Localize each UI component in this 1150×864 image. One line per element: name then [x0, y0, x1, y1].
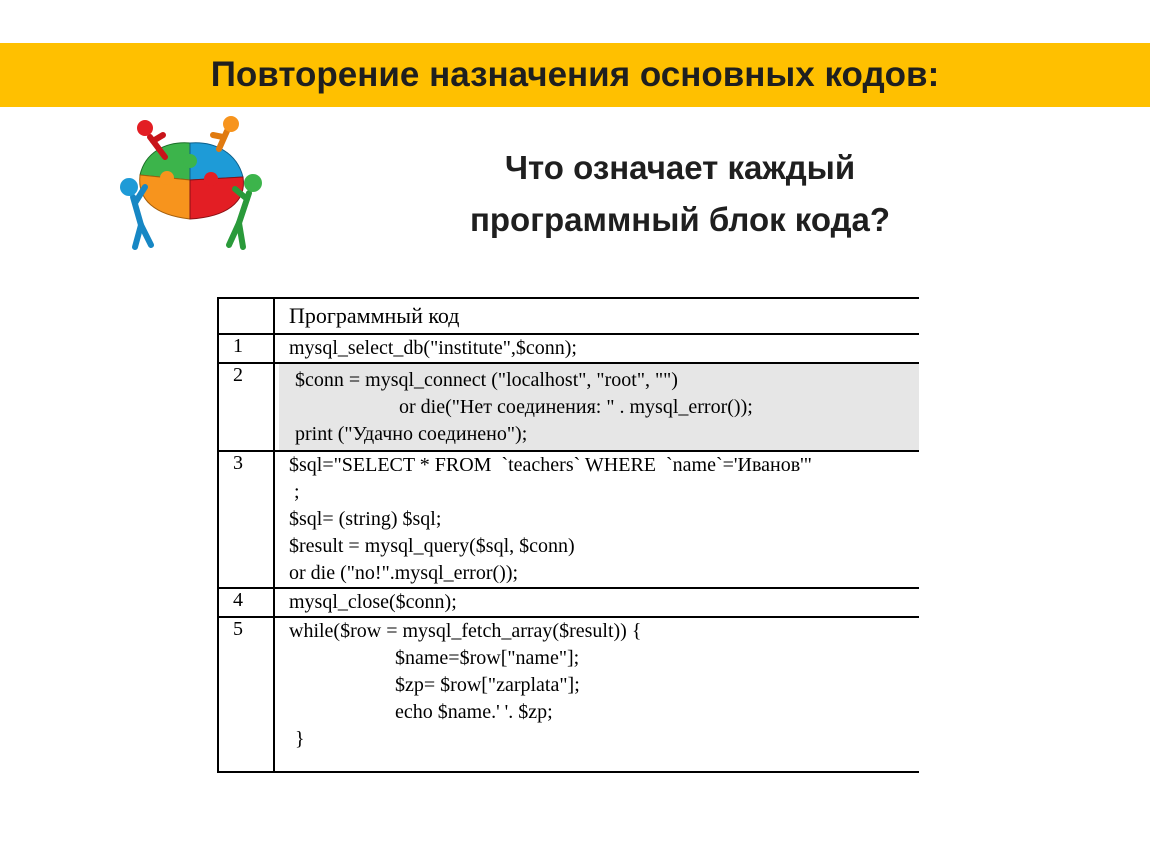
header-num-cell — [218, 298, 274, 334]
highlighted-code-block — [279, 364, 919, 450]
code-line: or die ("no!".mysql_error()); — [289, 562, 519, 584]
table-row — [218, 617, 919, 772]
puzzle-piece-red — [190, 177, 243, 219]
code-cell — [274, 363, 919, 451]
code-line: $conn = mysql_connect ("localhost", "root", "") — [295, 369, 678, 391]
table-row — [218, 588, 919, 617]
code-line: } — [295, 728, 305, 750]
code-line: print ("Удачно соединено"); — [295, 423, 528, 445]
code-line: mysql_select_db("institute",$conn); — [289, 337, 577, 359]
code-line: or die("Нет соединения: " . mysql_error()); — [399, 396, 753, 418]
row-number: 5 — [218, 617, 274, 772]
table-row — [218, 363, 919, 451]
code-table — [217, 297, 919, 773]
table-row — [218, 451, 919, 588]
code-line: $sql="SELECT * FROM `teachers` WHERE `name`='Иванов'" — [289, 454, 812, 476]
row-number: 3 — [218, 451, 274, 588]
code-line: $sql= (string) $sql; — [289, 508, 442, 530]
row-number: 1 — [218, 334, 274, 363]
question-line-2: программный блок кода? — [469, 201, 891, 238]
code-cell — [274, 588, 919, 617]
row-number: 2 — [218, 363, 274, 451]
code-line: $name=$row["name"]; — [395, 647, 580, 669]
question-line-1: Что означает каждый — [504, 149, 856, 186]
table-row — [218, 334, 919, 363]
question-text — [380, 142, 980, 246]
code-line: ; — [289, 481, 300, 503]
code-line: echo $name.' '. $zp; — [395, 701, 553, 723]
title-bar — [0, 43, 1150, 107]
code-line: $result = mysql_query($sql, $conn) — [289, 535, 575, 557]
slide-title: Повторение назначения основных кодов: — [210, 55, 940, 94]
code-cell — [274, 617, 919, 772]
code-cell — [274, 451, 919, 588]
table-header-row — [218, 298, 919, 334]
code-line: mysql_close($conn); — [289, 591, 457, 613]
code-line: $zp= $row["zarplata"]; — [395, 674, 580, 696]
code-cell — [274, 334, 919, 363]
puzzle-people-illustration — [115, 115, 265, 255]
header-label: Программный код — [274, 298, 919, 334]
row-number: 4 — [218, 588, 274, 617]
code-line: while($row = mysql_fetch_array($result)) { — [289, 620, 642, 642]
